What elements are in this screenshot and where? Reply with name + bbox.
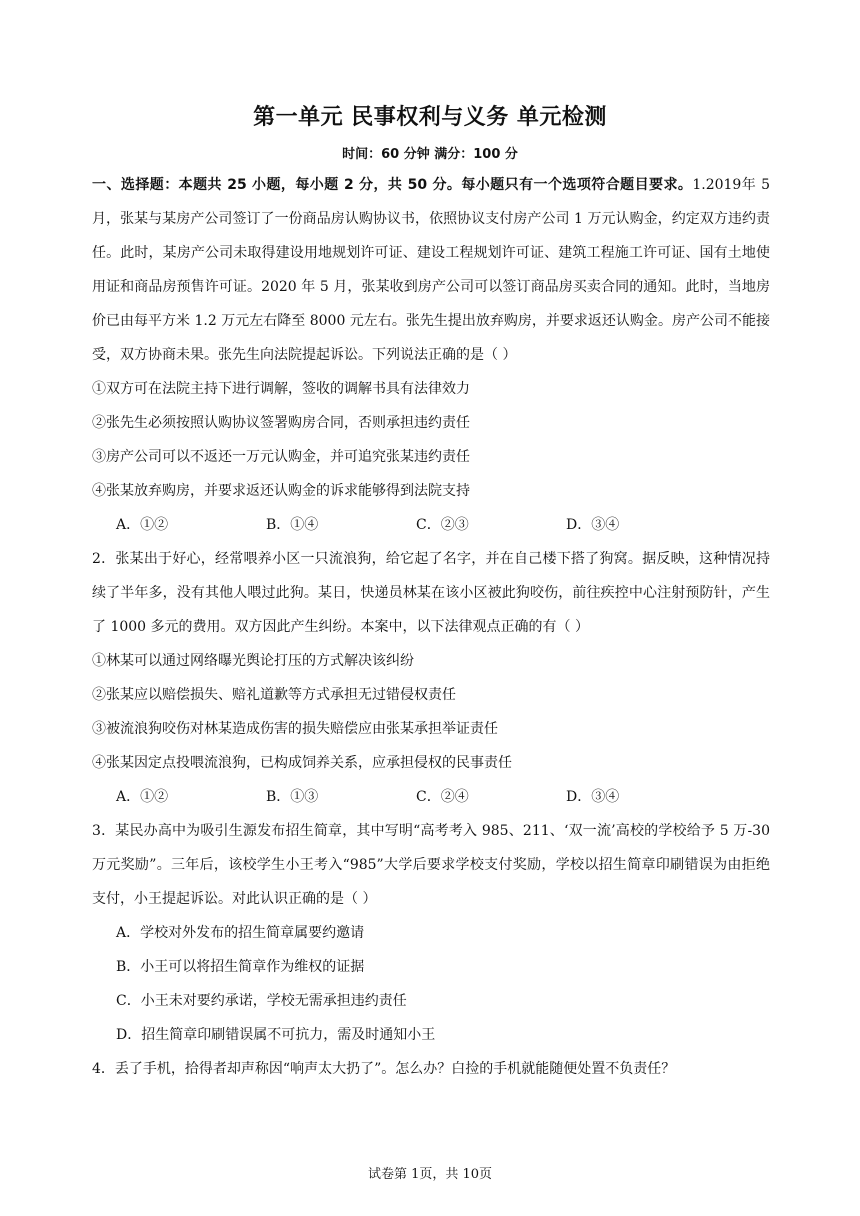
exam-time-score: 时间：60 分钟 满分：100 分 [342,147,518,162]
question-2-statement: ①林某可以通过网络曝光舆论打压的方式解决该纠纷 [92,653,414,669]
section-heading: 一、选择题：本题共 25 小题，每小题 2 分，共 50 分。每小题只有一个选项符合题目要求。 [92,177,693,193]
option-a[interactable]: A．①② [116,789,169,805]
option-b[interactable]: B．①④ [266,517,319,533]
question-1-statement: ③房产公司可以不返还一万元认购金，并可追究张某违约责任 [92,449,470,465]
option-d[interactable]: D．③④ [566,789,620,805]
question-3-stem: 3．某民办高中为吸引生源发布招生简章，其中写明“高考考入 985、211、‘双一流’高校的学校给予 5 万-30 万元奖励”。三年后，该校学生小王考入“985”大学后要求学校支付奖励，学校以招生简章印刷错误为由拒绝支付，小王提起诉讼。对此认识正确的是（ ） [92,823,770,907]
page-title: 第一单元 民事权利与义务 单元检测 [253,105,607,130]
question-1-options [92,508,770,542]
question-1-stem [92,168,770,372]
question-2-statement: ④张某因定点投喂流浪狗，已构成饲养关系，应承担侵权的民事责任 [92,755,512,771]
option-a[interactable]: A．学校对外发布的招生简章属要约邀请 [116,925,365,941]
option-b[interactable]: B．①③ [266,789,319,805]
question-1-statement: ④张某放弃购房，并要求返还认购金的诉求能够得到法院支持 [92,483,470,499]
question-4-stem: 4．丢了手机，拾得者却声称因“响声太大扔了”。怎么办？白捡的手机就能随便处置不负责任？ [92,1061,676,1077]
option-d[interactable]: D．③④ [566,517,620,533]
exam-content [92,168,770,1086]
option-c[interactable]: C．②④ [416,789,469,805]
option-b[interactable]: B．小王可以将招生简章作为维权的证据 [116,959,365,975]
option-c[interactable]: C．②③ [416,517,469,533]
page-footer: 试卷第 1页，共 10页 [367,1167,493,1182]
question-2-statement: ③被流浪狗咬伤对林某造成伤害的损失赔偿应由张某承担举证责任 [92,721,498,737]
question-1-statement: ②张先生必须按照认购协议签署购房合同，否则承担违约责任 [92,415,470,431]
option-c[interactable]: C．小王未对要约承诺，学校无需承担违约责任 [116,993,407,1009]
option-a[interactable]: A．①② [116,517,169,533]
question-2-options [92,780,770,814]
question-2-stem: 2．张某出于好心，经常喂养小区一只流浪狗，给它起了名字，并在自己楼下搭了狗窝。据反映，这种情况持续了半年多，没有其他人喂过此狗。某日，快递员林某在该小区被此狗咬伤，前往疾控中心注射预防针，产生了 1000 多元的费用。双方因此产生纠纷。本案中，以下法律观点正确的有（ ） [92,551,770,635]
option-d[interactable]: D．招生简章印刷错误属不可抗力，需及时通知小王 [116,1027,436,1043]
question-1-statement: ①双方可在法院主持下进行调解，签收的调解书具有法律效力 [92,381,470,397]
question-1-text: 1.2019年 5 月，张某与某房产公司签订了一份商品房认购协议书，依照协议支付房产公司 1 万元认购金，约定双方违约责任。此时，某房产公司未取得建设用地规划许可证、建设工程规划许可证、建筑工程施工许可证、国有土地使用证和商品房预售许可证。2020 年 5 月，张某收到房产公司可以签订商品房买卖合同的通知。此时，当地房价已由每平方米 1.2 万元左右降至 8000 元左右。张先生提出放弃购房，并要求返还认购金。房产公司不能接受，双方协商未果。张先生向法院提起诉讼。下列说法正确的是（ ） [92,177,771,363]
question-2-statement: ②张某应以赔偿损失、赔礼道歉等方式承担无过错侵权责任 [92,687,456,703]
